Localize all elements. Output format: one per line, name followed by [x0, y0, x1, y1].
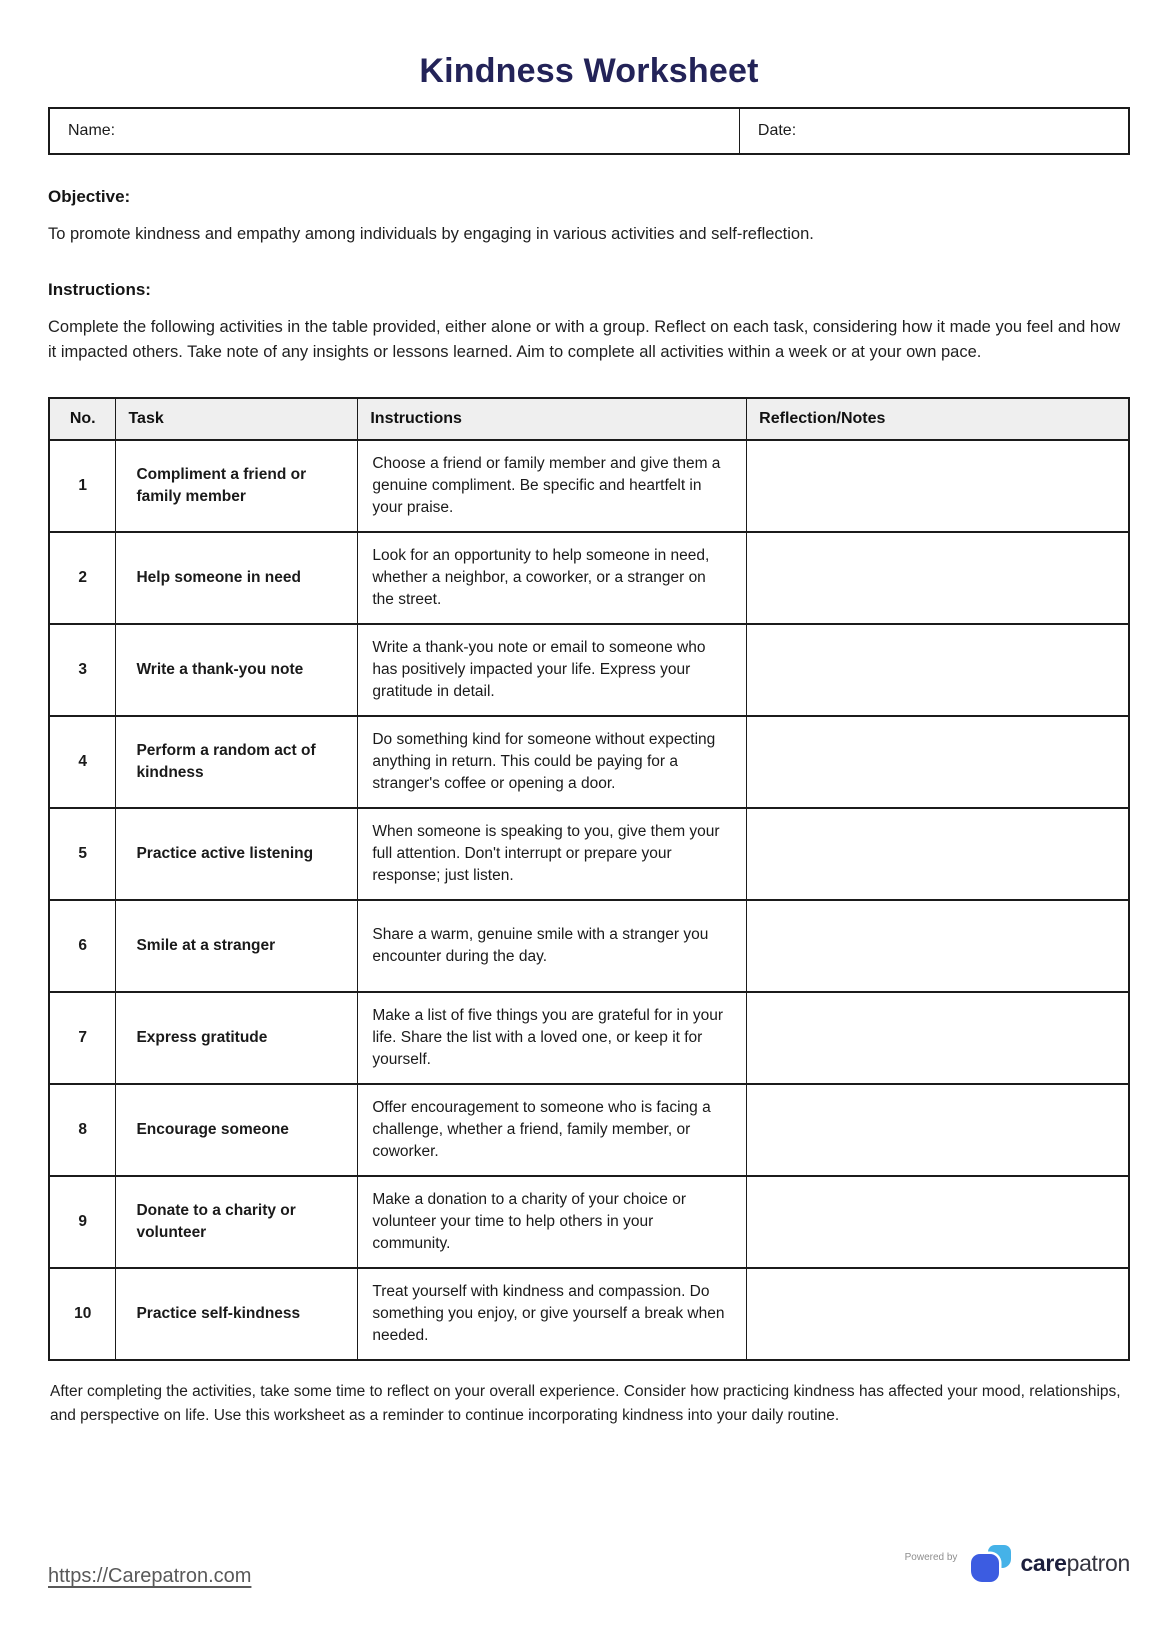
task-instructions: Write a thank-you note or email to someone who has positively impacted your life. Express your gratitude in detail.	[358, 624, 747, 716]
task-name: Perform a random act of kindness	[116, 716, 358, 808]
task-name: Help someone in need	[116, 532, 358, 624]
task-number: 9	[49, 1176, 116, 1268]
reflection-notes-cell[interactable]	[747, 440, 1129, 532]
table-row	[49, 1268, 1129, 1360]
task-number: 8	[49, 1084, 116, 1176]
name-date-box	[48, 107, 1130, 155]
instructions-text: Complete the following activities in the table provided, either alone or with a group. Reflect on each task, considering how it made you feel and how it impacted others. Take note of any insights or lessons learned. Aim to complete all activities within a week or at your own pace.	[48, 317, 1121, 362]
reflection-notes-cell[interactable]	[747, 624, 1129, 716]
task-instructions: Choose a friend or family member and give them a genuine compliment. Be specific and heartfelt in your praise.	[358, 440, 747, 532]
table-row	[49, 532, 1129, 624]
closing-note: After completing the activities, take some time to reflect on your overall experience. Consider how practicing kindness has affected your mood, relationships, and perspective on life. Use this worksheet as a reminder to continue incorporating kindness into your daily routine.	[50, 1382, 1121, 1425]
task-number: 7	[49, 992, 116, 1084]
page-title: Kindness Worksheet	[419, 52, 759, 90]
name-field[interactable]	[50, 109, 740, 153]
task-instructions: Do something kind for someone without expecting anything in return. This could be paying for a stranger's coffee or opening a door.	[358, 716, 747, 808]
reflection-notes-cell[interactable]	[747, 1084, 1129, 1176]
task-instructions: Share a warm, genuine smile with a stranger you encounter during the day.	[358, 900, 747, 992]
reflection-notes-cell[interactable]	[747, 1176, 1129, 1268]
column-header-notes: Reflection/Notes	[747, 398, 1129, 440]
task-name: Smile at a stranger	[116, 900, 358, 992]
table-row	[49, 1176, 1129, 1268]
task-number: 1	[49, 440, 116, 532]
task-number: 10	[49, 1268, 116, 1360]
name-label: Name:	[68, 122, 116, 139]
date-label: Date:	[757, 122, 797, 139]
task-name: Compliment a friend or family member	[116, 440, 358, 532]
task-name: Practice active listening	[116, 808, 358, 900]
table-row	[49, 992, 1129, 1084]
task-table-header-row	[49, 398, 1129, 440]
task-instructions: Make a list of five things you are grateful for in your life. Share the list with a loved one, or keep it for yourself.	[358, 992, 747, 1084]
task-instructions: Offer encouragement to someone who is facing a challenge, whether a friend, family member, or coworker.	[358, 1084, 747, 1176]
task-number: 6	[49, 900, 116, 992]
table-row	[49, 808, 1129, 900]
objective-text: To promote kindness and empathy among individuals by engaging in various activities and self-reflection.	[48, 225, 814, 243]
task-number: 3	[49, 624, 116, 716]
task-instructions: Look for an opportunity to help someone in need, whether a neighbor, a coworker, or a stranger on the street.	[358, 532, 747, 624]
page-footer	[48, 1545, 1130, 1588]
task-number: 2	[49, 532, 116, 624]
brand-patron: patron	[1066, 1550, 1130, 1576]
table-row	[49, 900, 1129, 992]
task-table	[48, 397, 1130, 1361]
carepatron-brand	[905, 1545, 1130, 1588]
brand-wordmark	[1020, 1550, 1130, 1577]
reflection-notes-cell[interactable]	[747, 900, 1129, 992]
carepatron-link[interactable]: https://Carepatron.com	[48, 1565, 252, 1587]
date-input-area[interactable]	[796, 109, 1128, 153]
table-row	[49, 440, 1129, 532]
column-header-task: Task	[116, 398, 358, 440]
powered-by-label: Powered by	[904, 1552, 958, 1563]
task-instructions: Treat yourself with kindness and compassion. Do something you enjoy, or give yourself a break when needed.	[358, 1268, 747, 1360]
task-instructions: Make a donation to a charity of your choice or volunteer your time to help others in your community.	[358, 1176, 747, 1268]
task-number: 5	[49, 808, 116, 900]
logo-bubble-dark	[971, 1554, 999, 1582]
table-row	[49, 624, 1129, 716]
column-header-instructions: Instructions	[358, 398, 747, 440]
date-field[interactable]	[740, 109, 1128, 153]
task-name: Write a thank-you note	[116, 624, 358, 716]
task-name: Practice self-kindness	[116, 1268, 358, 1360]
reflection-notes-cell[interactable]	[747, 716, 1129, 808]
reflection-notes-cell[interactable]	[747, 1268, 1129, 1360]
task-name: Express gratitude	[116, 992, 358, 1084]
task-name: Donate to a charity or volunteer	[116, 1176, 358, 1268]
name-input-area[interactable]	[115, 109, 739, 153]
table-row	[49, 1084, 1129, 1176]
task-table-body	[49, 440, 1129, 1360]
reflection-notes-cell[interactable]	[747, 532, 1129, 624]
instructions-heading: Instructions:	[48, 279, 151, 299]
column-header-no: No.	[49, 398, 116, 440]
task-number: 4	[49, 716, 116, 808]
table-row	[49, 716, 1129, 808]
reflection-notes-cell[interactable]	[747, 808, 1129, 900]
reflection-notes-cell[interactable]	[747, 992, 1129, 1084]
objective-heading: Objective:	[48, 187, 131, 206]
task-name: Encourage someone	[116, 1084, 358, 1176]
brand-care: care	[1020, 1550, 1067, 1576]
carepatron-logo-icon	[971, 1545, 1013, 1582]
task-instructions: When someone is speaking to you, give them your full attention. Don't interrupt or prepare your response; just listen.	[358, 808, 747, 900]
